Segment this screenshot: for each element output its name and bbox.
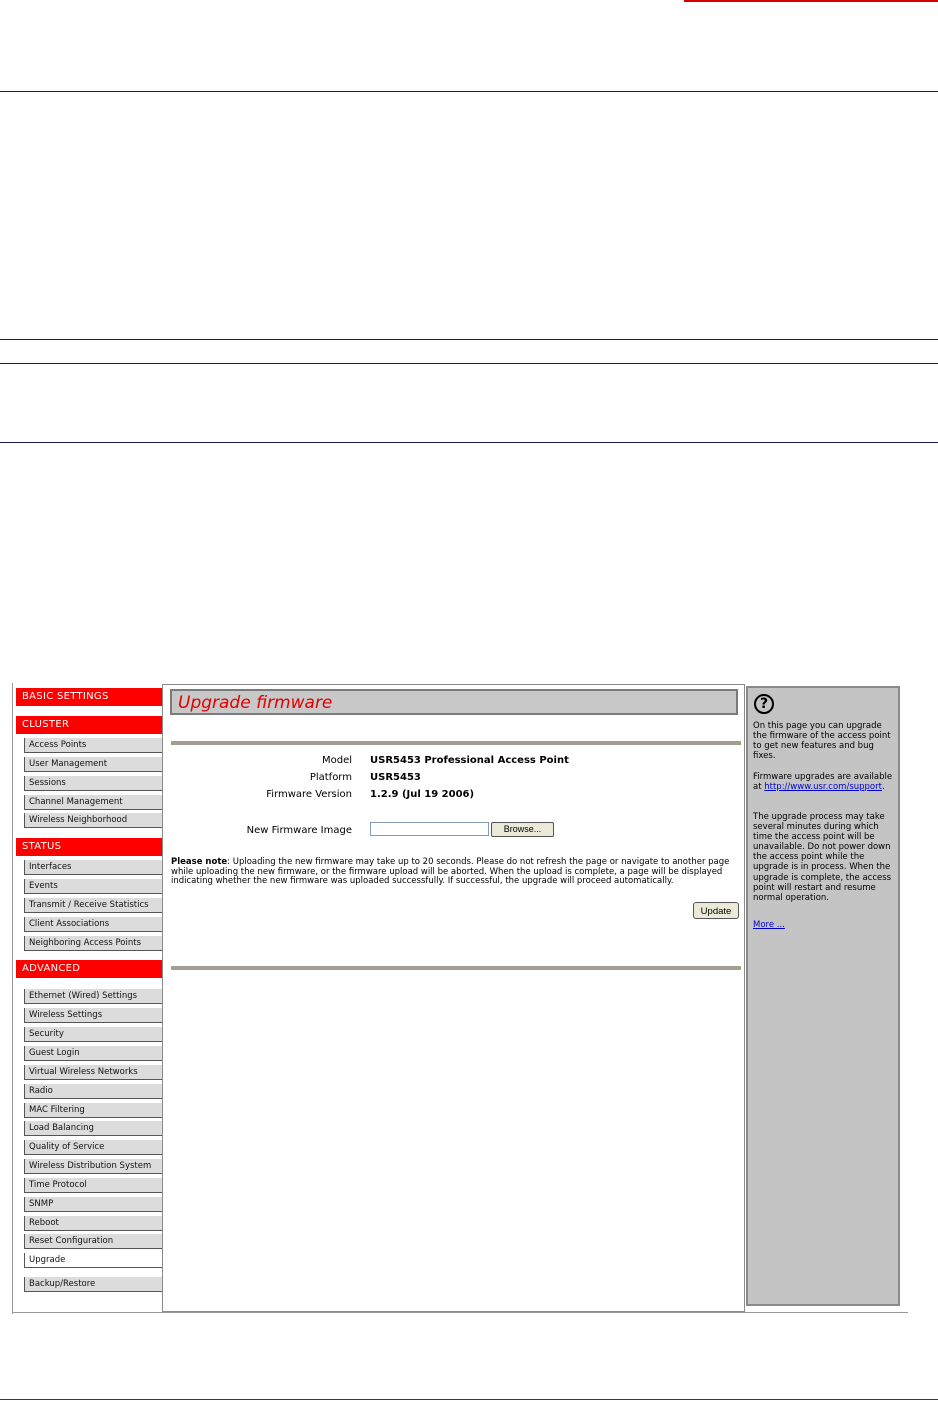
sidebar-item-upgrade[interactable]: Upgrade: [24, 1253, 162, 1268]
sidebar-heading-status[interactable]: STATUS: [16, 838, 162, 856]
browse-button[interactable]: Browse...: [491, 822, 554, 837]
screenshot-frame: [12, 683, 908, 1314]
sidebar-item-load-balancing[interactable]: Load Balancing: [24, 1121, 162, 1136]
divider-rule: [0, 339, 938, 340]
sidebar-item-wireless-distribution-system[interactable]: Wireless Distribution System: [24, 1159, 162, 1174]
platform-label: Platform: [309, 772, 352, 783]
upload-note: [171, 858, 739, 887]
sidebar-item-guest-login[interactable]: Guest Login: [24, 1046, 162, 1061]
help-paragraph: On this page you can upgrade the firmware of the access point to get new features and bug fixes.: [753, 721, 891, 762]
help-panel: [746, 686, 900, 1306]
sidebar-heading-advanced[interactable]: ADVANCED: [16, 960, 162, 978]
frame-border: [12, 1312, 908, 1313]
sidebar-item-sessions[interactable]: Sessions: [24, 776, 162, 791]
frame-border: [12, 683, 13, 1314]
help-text: .: [881, 782, 885, 793]
model-value: USR5453 Professional Access Point: [370, 755, 569, 766]
firmware-version-value: 1.2.9 (Jul 19 2006): [370, 789, 475, 800]
sidebar-item-quality-of-service[interactable]: Quality of Service: [24, 1140, 162, 1155]
sidebar-heading-basic-settings[interactable]: BASIC SETTINGS: [16, 688, 162, 706]
sidebar-item-mac-filtering[interactable]: MAC Filtering: [24, 1103, 162, 1118]
support-link[interactable]: http://www.usr.com/support: [764, 782, 882, 793]
sidebar-item-snmp[interactable]: SNMP: [24, 1197, 162, 1212]
sidebar-item-wireless-neighborhood[interactable]: Wireless Neighborhood: [24, 813, 162, 828]
sidebar-item-wireless-settings[interactable]: Wireless Settings: [24, 1008, 162, 1023]
sidebar-item-reboot[interactable]: Reboot: [24, 1216, 162, 1231]
sidebar-item-user-management[interactable]: User Management: [24, 757, 162, 772]
sidebar-item-backup-restore[interactable]: Backup/Restore: [24, 1277, 162, 1292]
sidebar-item-channel-management[interactable]: Channel Management: [24, 795, 162, 810]
sidebar-item-neighboring-access-points[interactable]: Neighboring Access Points: [24, 936, 162, 951]
footer-red-rule: [0, 1399, 938, 1400]
note-bold-label: Please note: [171, 857, 228, 867]
main-content: [162, 684, 745, 1312]
section-separator: [171, 741, 741, 745]
sidebar-item-virtual-wireless-networks[interactable]: Virtual Wireless Networks: [24, 1065, 162, 1080]
update-button[interactable]: Update: [693, 902, 739, 919]
more-link[interactable]: More ...: [753, 920, 785, 930]
note-text: : Uploading the new firmware may take up to 20 seconds. Please do not refresh the page or navigate to another page while uploading the new firmware, or the firmware upload will be aborted. When the upload is complete, a page will be displayed indicating whether the new firmware was uploaded successfully. If successful, the upgrade will proceed automatically.: [171, 857, 730, 886]
header-red-rule: [684, 0, 938, 2]
divider-rule: [0, 91, 938, 92]
help-paragraph: [753, 772, 893, 792]
sidebar-item-security[interactable]: Security: [24, 1027, 162, 1042]
help-paragraph: [753, 920, 893, 930]
platform-value: USR5453: [370, 772, 421, 783]
sidebar-item-reset-configuration[interactable]: Reset Configuration: [24, 1234, 162, 1249]
section-separator: [171, 966, 741, 970]
sidebar-item-transmit-receive-statistics[interactable]: Transmit / Receive Statistics: [24, 898, 162, 913]
sidebar-item-radio[interactable]: Radio: [24, 1084, 162, 1099]
model-label: Model: [321, 755, 352, 766]
page-title-bar: [170, 689, 738, 715]
sidebar-item-ethernet-settings[interactable]: Ethernet (Wired) Settings: [24, 989, 162, 1004]
sidebar-item-access-points[interactable]: Access Points: [24, 738, 162, 753]
firmware-file-input[interactable]: [370, 822, 489, 836]
new-firmware-image-label: New Firmware Image: [246, 825, 352, 836]
help-text: Firmware upgrades are available at: [753, 772, 893, 793]
sidebar-heading-cluster[interactable]: CLUSTER: [16, 716, 162, 734]
sidebar-item-interfaces[interactable]: Interfaces: [24, 860, 162, 875]
sidebar-item-events[interactable]: Events: [24, 879, 162, 894]
firmware-version-label: Firmware Version: [266, 789, 352, 800]
page-title: Upgrade firmware: [178, 693, 333, 713]
divider-rule: [0, 442, 938, 443]
question-circle-icon: ?: [754, 694, 774, 714]
sidebar-item-time-protocol[interactable]: Time Protocol: [24, 1178, 162, 1193]
help-paragraph: The upgrade process may take several minutes during which time the access point will be unavailable. Do not power down the access point while the upgrade is in process. When the upgrade is complete, the access point will restart and resume normal operation.: [753, 812, 892, 903]
divider-rule: [0, 363, 938, 364]
sidebar-item-client-associations[interactable]: Client Associations: [24, 917, 162, 932]
